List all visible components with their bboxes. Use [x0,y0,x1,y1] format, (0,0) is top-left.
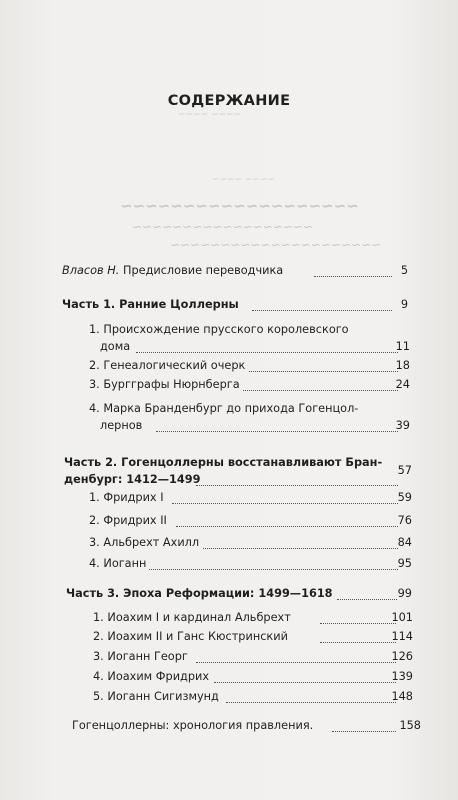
toc-part-2: Часть 2. Гогенцоллерны восстанавливают Бран- [64,456,383,469]
leader-dots [156,431,398,432]
bleed-through-text: ~~~~~~~~~~~~~~~~~~ [132,220,313,234]
toc-entry-text: дома [100,340,131,353]
toc-entry-page: 5 [400,264,408,277]
toc-entry-text: 1. Происхождение прусского королевского [89,323,349,336]
toc-entry-text: 1. Фридрих I [89,491,164,504]
toc-part-3: Часть 3. Эпоха Реформации: 1499—1618 [66,587,333,600]
bleed-through-text: ~~~~~~~~~~~~~~~~~~~~~ [170,238,382,252]
toc-part-2-cont: денбург: 1412—1499 [64,473,201,486]
toc-entry-text: 2. Генеалогический очерк [89,359,246,372]
leader-dots [214,682,396,683]
toc-entry-text: 3. Иоганн Георг [93,650,188,663]
leader-dots [226,702,396,703]
toc-entry-page: 76 [397,514,412,527]
toc-entry-page: 57 [397,464,412,477]
toc-entry-text: 5. Иоганн Сигизмунд [93,690,219,703]
toc-entry-text: 2. Иоахим II и Ганс Кюстринский [93,630,288,643]
leader-dots [176,526,398,527]
toc-entry-text: 1. Иоахим I и кардинал Альбрехт [93,611,291,624]
toc-entry-page: 84 [397,536,412,549]
toc-entry-chronology: Гогенцоллерны: хронология правления. [72,719,314,732]
toc-entry-page: 39 [395,419,410,432]
toc-part-1: Часть 1. Ранние Цоллерны [62,298,239,311]
toc-entry-text: 4. Иоахим Фридрих [93,670,210,683]
leader-dots [172,503,398,504]
toc-entry-page: 99 [397,587,412,600]
toc-entry-text: лернов [100,419,143,432]
toc-entry-page: 114 [391,630,413,643]
toc-entry-text: 3. Альбрехт Ахилл [89,536,200,549]
toc-entry-page: 18 [395,359,410,372]
bleed-through-text: ~~~~ ~~~~ [212,175,276,185]
toc-entry-text: 4. Марка Бранденбург до прихода Гогенцол- [89,402,359,415]
toc-entry-page: 158 [399,719,421,732]
leader-dots [196,485,398,486]
toc-entry-page: 95 [397,557,412,570]
toc-entry-page: 148 [391,690,413,703]
bleed-through-text: ~~~~~~~~~~~~~~~~~~~ [120,197,359,215]
toc-entry-page: 11 [395,340,410,353]
toc-entry-page: 9 [400,298,408,311]
toc-entry-preface [62,263,283,279]
toc-entry-text: 4. Иоганн [89,557,147,570]
toc-entry-text: Предисловие переводчика [122,264,284,277]
toc-entry-page: 139 [391,670,413,683]
leader-dots [149,569,398,570]
toc-entry-text: 2. Фридрих II [89,514,167,527]
leader-dots [196,662,396,663]
toc-entry-page: 101 [391,611,413,624]
toc-entry-author: Власов Н. [62,264,120,277]
toc-entry-page: 59 [397,491,412,504]
leader-dots [136,352,398,353]
leader-dots [203,548,398,549]
toc-entry-page: 24 [395,378,410,391]
page-title: СОДЕРЖАНИЕ [167,93,291,109]
bleed-through-text: ~~~~ ~~~~ [178,110,242,120]
toc-entry-page: 126 [391,650,413,663]
toc-entry-text: 3. Бургграфы Нюрнберга [89,378,240,391]
